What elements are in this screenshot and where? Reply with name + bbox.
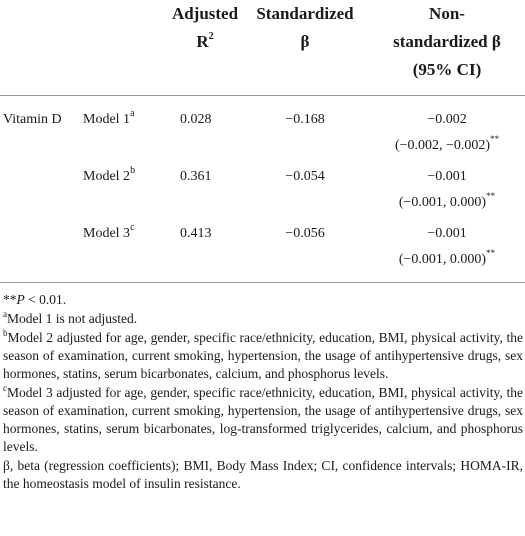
model-label: Model 1$^a$ bbox=[83, 108, 135, 127]
header-adjusted-r2 bbox=[168, 0, 242, 56]
header-nonstd-line1: Non- bbox=[429, 4, 465, 23]
model-footnote-mark: b bbox=[130, 165, 136, 177]
header-adjusted-label: Adjusted bbox=[171, 4, 239, 23]
header-r-label: R bbox=[196, 32, 209, 51]
significance-mark: ** bbox=[486, 191, 496, 202]
header-nonstandardized-beta bbox=[372, 0, 522, 84]
footnote-abbreviations: β, beta (regression coefficients); BMI, Body Mass Index; CI, confidence intervals; HOMA-IR, the homeostasis model of insulin resistance. bbox=[3, 458, 523, 491]
standardized-beta-value: −0.168 bbox=[285, 112, 325, 127]
header-nonstd-line3: (95% CI) bbox=[412, 60, 482, 79]
header-r-superscript: 2 bbox=[208, 31, 214, 43]
table-footnotes bbox=[3, 291, 523, 494]
model-footnote-mark: c bbox=[130, 222, 135, 234]
footnote-a: $^a$Model 1 is not adjusted. bbox=[3, 308, 138, 326]
model-label: Model 3$^c$ bbox=[83, 222, 135, 241]
standardized-beta-value: −0.056 bbox=[285, 226, 325, 241]
adjusted-r2-value: 0.361 bbox=[180, 169, 212, 184]
nonstandardized-beta-value: −0.002 bbox=[427, 112, 467, 127]
footnote-b: $^b$Model 2 adjusted for age, gender, specific race/ethnicity, education, BMI, physical activity, the season of examination, current smoking, hypertension, the usage of antihypertensive drugs, sex hormones, statins, serum bicarbonates, calcium, and phosphorus levels. bbox=[3, 327, 523, 381]
model-label: Model 2$^b$ bbox=[83, 165, 136, 184]
header-standardized-label: Standardized bbox=[256, 4, 354, 23]
footnote-significance: **P < 0.01. bbox=[3, 292, 67, 307]
confidence-interval: (−0.001, 0.000)** bbox=[398, 191, 496, 210]
model-footnote-mark: a bbox=[130, 108, 135, 120]
nonstandardized-beta-value: −0.001 bbox=[427, 226, 467, 241]
confidence-interval: (−0.001, 0.000)** bbox=[398, 248, 496, 267]
header-standardized-symbol: β bbox=[300, 32, 310, 51]
header-standardized-beta bbox=[244, 0, 366, 56]
header-divider bbox=[0, 95, 525, 96]
significance-mark: ** bbox=[486, 248, 496, 259]
variable-label: Vitamin D bbox=[3, 112, 62, 127]
adjusted-r2-value: 0.028 bbox=[180, 112, 212, 127]
adjusted-r2-value: 0.413 bbox=[180, 226, 212, 241]
header-nonstd-line2: standardized β bbox=[393, 32, 501, 51]
footnote-c: $^c$Model 3 adjusted for age, gender, specific race/ethnicity, education, BMI, physical activity, the season of examination, current smoking, hypertension, the usage of antihypertensive drugs, sex hormones, statins, serum bicarbonates, log-transformed triglycerides, calcium, and phosphorus levels. bbox=[3, 382, 523, 454]
significance-mark: ** bbox=[490, 134, 500, 145]
standardized-beta-value: −0.054 bbox=[285, 169, 325, 184]
nonstandardized-beta-value: −0.001 bbox=[427, 169, 467, 184]
table-bottom-divider bbox=[0, 282, 525, 283]
confidence-interval: (−0.002, −0.002)** bbox=[394, 134, 500, 153]
